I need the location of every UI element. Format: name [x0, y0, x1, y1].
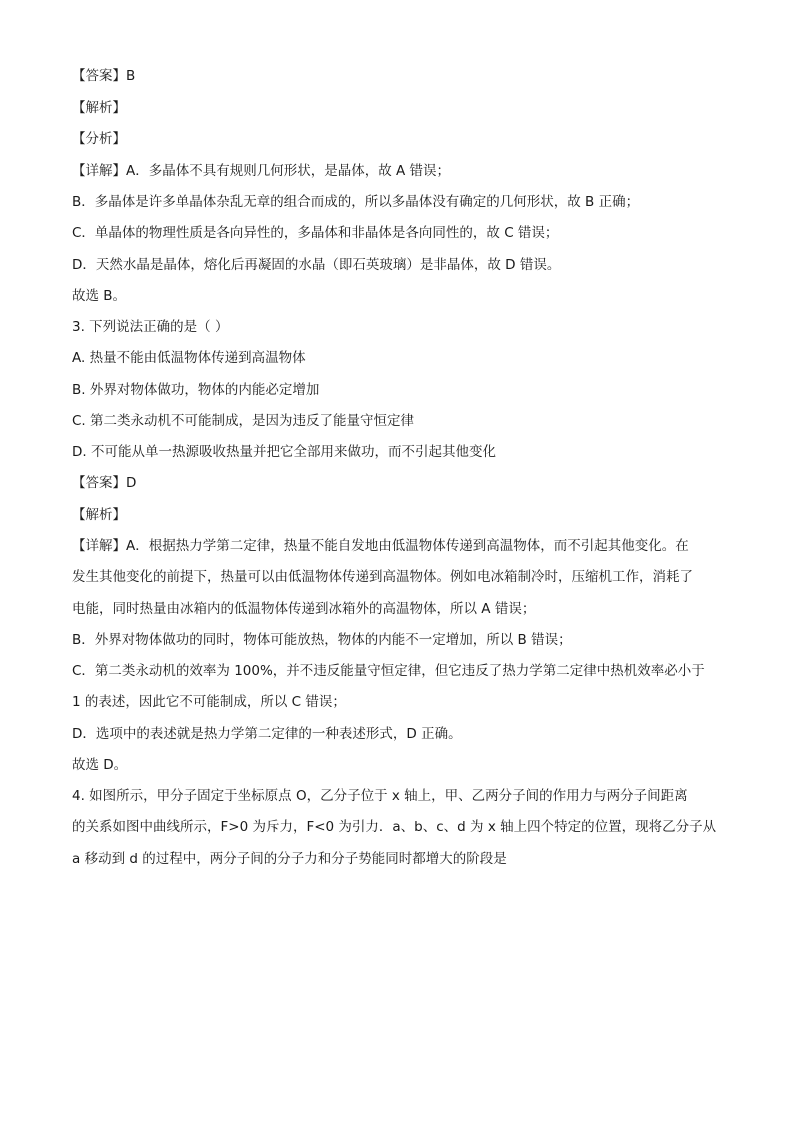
q3-option-d: D. 不可能从单一热源吸收热量并把它全部用来做功，而不引起其他变化	[72, 444, 496, 460]
q3-option-c: C. 第二类永动机不可能制成，是因为违反了能量守恒定律	[72, 413, 415, 429]
q3-detail-c-line-2: 1 的表述，因此它不可能制成，所以 C 错误；	[72, 694, 346, 710]
q2-detail-a: 【详解】A．多晶体不具有规则几何形状，是晶体，故 A 错误；	[72, 163, 451, 179]
q3-detail-d: D．选项中的表述就是热力学第二定律的一种表述形式，D 正确。	[72, 726, 462, 742]
q2-detail-d: D．天然水晶是晶体，熔化后再凝固的水晶（即石英玻璃）是非晶体，故 D 错误。	[72, 257, 561, 273]
q2-analysis-heading: 【解析】	[72, 100, 126, 116]
q3-detail-c-line-1: C．第二类永动机的效率为 100%，并不违反能量守恒定律，但它违反了热力学第二定律中热机效率必小于	[72, 663, 705, 679]
q3-analysis-heading: 【解析】	[72, 507, 126, 523]
q2-detail-c: C．单晶体的物理性质是各向异性的，多晶体和非晶体是各向同性的，故 C 错误；	[72, 225, 559, 241]
q3-detail-a-line-1: 【详解】A．根据热力学第二定律，热量不能自发地由低温物体传递到高温物体，而不引起其他变化。在	[72, 538, 689, 554]
q3-detail-a-line-2: 发生其他变化的前提下，热量可以由低温物体传递到高温物体。例如电冰箱制冷时，压缩机工作，消耗了	[72, 569, 693, 585]
q3-option-a: A. 热量不能由低温物体传递到高温物体	[72, 350, 306, 366]
q4-stem-line-3: a 移动到 d 的过程中，两分子间的分子力和分子势能同时都增大的阶段是	[72, 851, 507, 867]
q4-stem-line-1: 4. 如图所示，甲分子固定于坐标原点 O，乙分子位于 x 轴上，甲、乙两分子间的作用力与两分子间距离	[72, 788, 688, 804]
q2-answer: 【答案】B	[72, 68, 136, 84]
q3-detail-b: B．外界对物体做功的同时，物体可能放热，物体的内能不一定增加，所以 B 错误；	[72, 632, 572, 648]
q4-stem-line-2: 的关系如图中曲线所示，F>0 为斥力，F<0 为引力．a、b、c、d 为 x 轴上四个特定的位置，现将乙分子从	[72, 819, 717, 835]
q3-stem: 3. 下列说法正确的是（ ）	[72, 319, 229, 335]
q2-fenxi-heading: 【分析】	[72, 131, 126, 147]
q2-conclusion: 故选 B。	[72, 288, 127, 304]
q3-conclusion: 故选 D。	[72, 757, 128, 773]
q3-answer: 【答案】D	[72, 475, 137, 491]
q3-detail-a-line-3: 电能，同时热量由冰箱内的低温物体传递到冰箱外的高温物体，所以 A 错误；	[72, 601, 536, 617]
q3-option-b: B. 外界对物体做功，物体的内能必定增加	[72, 382, 320, 398]
q2-detail-b: B．多晶体是许多单晶体杂乱无章的组合而成的，所以多晶体没有确定的几何形状，故 B 正确；	[72, 194, 640, 210]
